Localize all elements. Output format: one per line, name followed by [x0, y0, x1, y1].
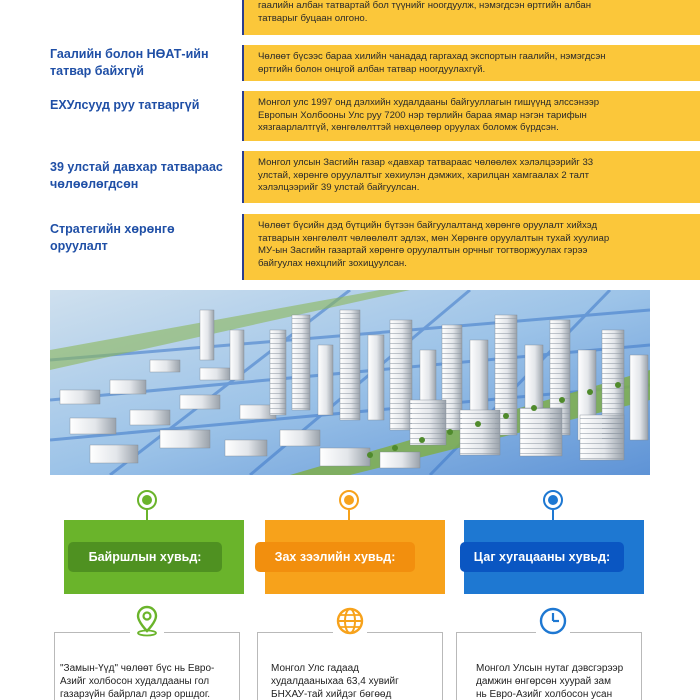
card-text-line: Монгол Улс гадаад — [271, 663, 359, 674]
benefit-text-line: хязгаарлалтгүй, хөнгөлөлттэй нөхцөлөөр оруулах боломж бүрдсэн. — [258, 122, 559, 134]
card-text-line: Монгол Улсын нутаг дэвсгэрээр — [476, 663, 624, 674]
connector-line — [552, 510, 554, 520]
benefit-description-box — [242, 91, 700, 141]
card-time — [456, 490, 646, 700]
benefit-text-line: өртгийн болон онцгой албан татвар ноогдуулахгүй. — [258, 63, 486, 75]
card-label: Байршлын хувьд: — [68, 542, 222, 572]
card-text-line: худалдааныхаа 63,4 хувийг — [271, 676, 399, 687]
benefit-text-line: Чөлөөт бүсээс бараа хилийн чанадад гаргахад экспортын гаалийн, нэмэгдсэн — [258, 51, 606, 62]
card-text-line: газарзүйн байрлал дээр оршдог. — [60, 689, 211, 700]
city-skyline-illustration — [50, 290, 650, 475]
benefit-text-line: Европын Холбооны Улс руу 7200 нэр төрлийн бараа ямар нэгэн тарифын — [258, 109, 587, 121]
connector-line — [146, 510, 148, 520]
card-description — [271, 662, 399, 700]
benefit-title: Гаалийн болон НӨАТ-ийн татвар байхгүй — [50, 47, 209, 78]
card-marker-dot — [543, 490, 563, 510]
card-text-line: БНХАУ-тай хийдэг бөгөөд — [271, 689, 392, 700]
card-market — [255, 490, 445, 700]
card-location — [54, 490, 244, 700]
benefit-title: 39 улстай давхар татвараас чөлөөлөгдсөн — [50, 160, 223, 191]
clock-icon — [536, 604, 570, 638]
card-description — [476, 662, 623, 700]
globe-icon — [333, 604, 367, 638]
benefit-title: Стратегийн хөрөнгө оруулалт — [50, 222, 175, 253]
connector-line — [348, 510, 350, 520]
benefit-text-line: татварын хөнгөлөлт чөлөөлөлт эдлэх, мөн Хөрөнгө оруулалтын тухай хуулиар — [258, 232, 610, 244]
card-marker-dot — [339, 490, 359, 510]
benefit-title: ЕХУлсууд руу татваргүй — [50, 98, 200, 112]
card-description — [60, 662, 214, 700]
benefit-description-box — [242, 214, 700, 280]
benefit-text-line: гаалийн албан татвартай бол түүнийг ноогдуулж, нэмэгдсэн өртгийн албан — [258, 0, 592, 11]
card-text-line: дамжин өнгөрсөн хуурай зам — [476, 676, 611, 687]
card-marker-dot — [137, 490, 157, 510]
benefit-text-line: татварыг буцаан олгоно. — [258, 12, 368, 24]
benefit-text-line: Монгол улсын Засгийн газар «давхар татвараас чөлөөлөх хэлэлцээрийг 33 — [258, 157, 594, 168]
benefit-text-line: байгуулах нөхцлийг зохицуулсан. — [258, 257, 407, 269]
card-text-line: "Замын-Үүд" чөлөөт бүс нь Евро- — [60, 663, 215, 674]
benefit-description-box — [242, 0, 700, 35]
benefit-text-line: улстай, хөрөнгө оруулалтыг хөхиулэн дэмжих, харилцан хамгаалах 2 талт — [258, 169, 589, 181]
city-rendering-image — [50, 290, 650, 475]
card-label: Цаг хугацааны хувьд: — [460, 542, 624, 572]
benefit-description-box — [242, 45, 700, 81]
benefit-text-line: Чөлөөт бүсийн дэд бүтцийн бүтээн байгуулалтанд хөрөнгө оруулалт хийхэд — [258, 220, 598, 231]
card-text-line: Азийг холбосон худалдааны гол — [60, 676, 210, 687]
benefit-text-line: хэлэлцээрийг 39 улстай байгуулсан. — [258, 182, 420, 194]
card-label: Зах зээлийн хувьд: — [255, 542, 415, 572]
benefit-text-line: Монгол улс 1997 онд дэлхийн худалдааны байгууллагын гишүүнд элссэнээр — [258, 97, 600, 108]
benefit-text-line: МУ-ын Засгийн газартай хөрөнгө оруулалтын орчныг тогтворжуулах гэрээ — [258, 245, 588, 257]
benefit-description-box — [242, 151, 700, 203]
card-text-line: нь Евро-Азийг холбосон усан — [476, 689, 613, 700]
location-pin-icon — [130, 604, 164, 638]
